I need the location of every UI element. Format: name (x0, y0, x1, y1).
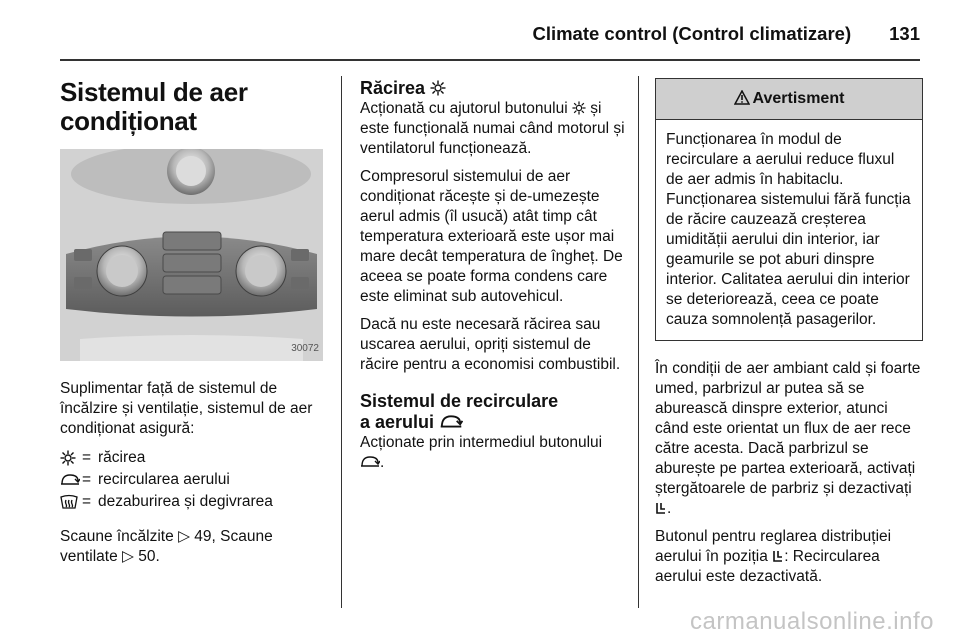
ref-heated-seats: Scaune încălzite (60, 528, 174, 545)
page-number: 131 (889, 23, 920, 44)
cross-reference (60, 527, 324, 567)
cooling-heading (360, 78, 625, 99)
condensation-text: În condiții de aer ambiant cald și foarte umed, parbrizul ar putea să se aburească dinspre exterior, atunci când este orientat un flux de aer rece către acesta. Dacă parbrizul se aburește pe partea exterioară, activați ștergătoarele de parbriz și dezactivați (655, 360, 921, 497)
page-header (60, 16, 920, 52)
column-divider-2 (638, 76, 639, 608)
recirculation-icon (439, 412, 463, 432)
recirculation-icon (60, 473, 82, 487)
ref-page-49: 49, Scaune (189, 528, 273, 545)
warning-header (656, 79, 922, 120)
snowflake-icon (60, 450, 82, 466)
cooling-text-a: Acționată cu ajutorul butonului (360, 100, 568, 117)
snowflake-icon (430, 78, 446, 98)
warning-body: Funcționarea în modul de recirculare a aerului reduce fluxul de aer admis în habitaclu. Funcționarea sistemului fără funcția de răcire cauzează creșterea umidității aerului din interior, iar geamurile se pot aburi dinspre interior. Calitatea aerului din interior se deteriorează, ceea ce poate cauza somnolență pasagerilor. (666, 131, 911, 328)
legend-equals: = (82, 493, 92, 510)
recirculation-paragraph (360, 433, 625, 473)
column-2 (360, 78, 625, 481)
section-title-line-2: condiționat (60, 106, 197, 136)
watermark: carmanualsonline.info (690, 608, 934, 635)
header-rule (60, 59, 920, 61)
legend-text: răcirea (98, 449, 146, 466)
section-title (60, 78, 324, 136)
condensation-text-end: . (667, 500, 672, 517)
page-ref-arrow-icon: ▷ (122, 548, 134, 565)
recirculation-heading (360, 391, 625, 433)
warning-title: Avertisment (752, 90, 845, 107)
distribution-paragraph (655, 527, 923, 587)
column-divider-1 (341, 76, 342, 608)
feature-legend (60, 447, 324, 513)
ref-ventilated-seats: ventilate (60, 548, 118, 565)
recirculation-text-end: . (380, 454, 385, 471)
recirculation-text: Acționate prin intermediul butonului (360, 434, 603, 451)
cooling-text-b: și este funcțională numai când motorul și ventilatorul funcționează. (360, 100, 625, 157)
legend-equals: = (82, 471, 92, 488)
intro-paragraph: Suplimentar față de sistemul de încălzire și ventilație, sistemul de aer condiționat asigură: (60, 380, 313, 437)
legend-row-recirculation (60, 469, 324, 491)
distribution-text-b: : Recircularea aerului este dezactivată. (655, 548, 880, 585)
distribution-text-a: Butonul pentru reglarea distribuției aerului în poziția (655, 528, 892, 565)
legend-text: dezaburirea și degivrarea (98, 493, 273, 510)
cooling-heading-text: Răcirea (360, 78, 426, 98)
photo-number: 30072 (291, 343, 319, 354)
cooling-paragraph-1 (360, 99, 625, 159)
cooling-paragraph-2: Compresorul sistemului de aer condiționat răcește și de-umezește aerul admis (îl usucă) atât timp cât temperatura exterioară este ușor mai mare decât temperatura de îngheț. De aceea se poate forma condens care este eliminat sub autovehicul. (360, 168, 623, 305)
legend-row-defrost (60, 491, 324, 513)
defrost-icon (60, 494, 82, 510)
climate-panel-photo (60, 149, 323, 361)
legend-row-cooling (60, 447, 324, 469)
column-1 (60, 78, 324, 575)
climate-panel-illustration (60, 149, 323, 361)
legend-equals: = (82, 449, 92, 466)
recirculation-heading-line-2: a aerului (360, 412, 435, 432)
condensation-paragraph (655, 359, 923, 519)
recirculation-icon (360, 454, 380, 471)
warning-triangle-icon (734, 89, 750, 109)
recirculation-heading-line-1: Sistemul de recirculare (360, 391, 559, 411)
section-title-line-1: Sistemul de aer (60, 77, 248, 107)
column-3 (655, 78, 923, 595)
cooling-paragraph-3: Dacă nu este necesară răcirea sau uscarea aerului, opriți sistemul de răcire pentru a economisi combustibil. (360, 316, 621, 373)
warning-box (655, 78, 923, 341)
header-title: Climate control (Control climatizare) (532, 23, 852, 44)
snowflake-icon (572, 100, 586, 117)
page-ref-arrow-icon: ▷ (178, 528, 190, 545)
legend-text: recircularea aerului (98, 471, 230, 488)
air-distribution-icon (772, 548, 784, 565)
recirculation-off-icon (655, 500, 667, 517)
ref-page-50: 50. (133, 548, 160, 565)
